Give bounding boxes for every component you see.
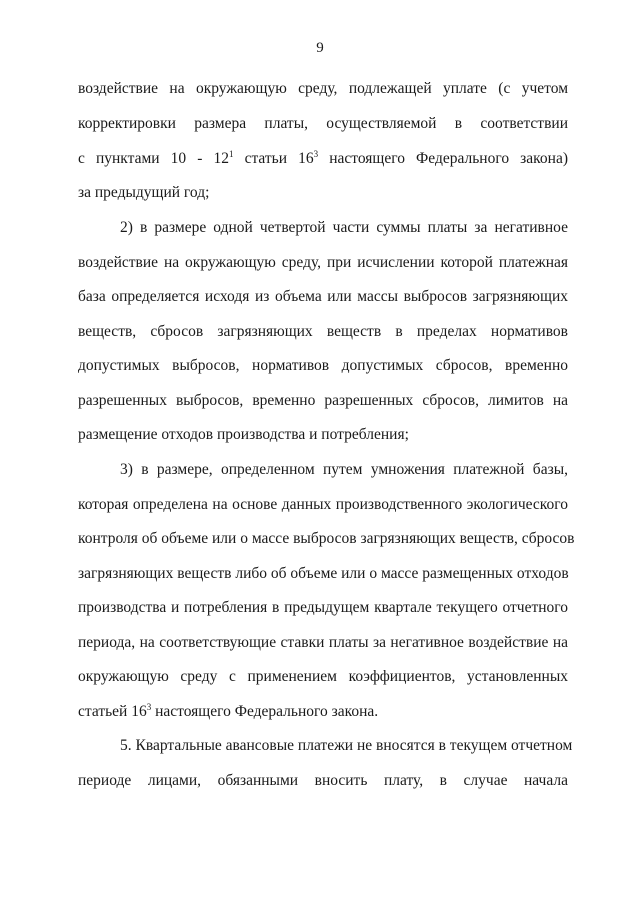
text-line: веществ, сбросов загрязняющих веществ в пределах нормативов: [78, 323, 568, 340]
text-line: производства и потребления в предыдущем квартале текущего отчетного: [78, 599, 568, 616]
text-fragment: настоящего Федерального закона.: [151, 703, 379, 720]
text-line: база определяется исходя из объема или массы выбросов загрязняющих: [78, 288, 568, 305]
text-line: разрешенных выбросов, временно разрешенных сбросов, лимитов на: [78, 392, 568, 409]
text-line: воздействие на окружающую среду, при исчислении которой платежная: [78, 254, 568, 271]
page-number: 9: [316, 40, 324, 56]
paragraph-first-line: 5. Квартальные авансовые платежи не вносятся в текущем отчетном: [120, 737, 573, 754]
text-line: воздействие на окружающую среду, подлежащей уплате (с учетом: [78, 80, 568, 97]
text-line: периода, на соответствующие ставки платы за негативное воздействие на: [78, 634, 568, 651]
text-fragment: статьей 16: [78, 703, 147, 720]
text-line: периоде лицами, обязанными вносить плату, в случае начала: [78, 772, 568, 789]
superscript: 3: [313, 149, 319, 159]
text-line: размещение отходов производства и потребления;: [78, 426, 409, 443]
superscript: 3: [146, 702, 152, 712]
text-line: корректировки размера платы, осуществляемой в соответствии: [78, 115, 568, 132]
text-line: которая определена на основе данных производственного экологического: [78, 496, 568, 513]
superscript: 1: [229, 149, 234, 159]
text-line: [78, 702, 568, 722]
text-fragment: настоящего Федерального закона): [318, 150, 568, 167]
text-line: окружающую среду с применением коэффициентов, установленных: [78, 668, 568, 685]
text-fragment: статьи 16: [233, 150, 314, 167]
text-line: контроля об объеме или о массе выбросов загрязняющих веществ, сбросов: [78, 530, 575, 547]
text-line: за предыдущий год;: [78, 184, 210, 201]
paragraph-first-line: 3) в размере, определенном путем умножения платежной базы,: [120, 461, 568, 478]
text-line: [78, 149, 568, 169]
text-fragment: с пунктами 10 - 12: [78, 150, 229, 167]
text-line: допустимых выбросов, нормативов допустимых сбросов, временно: [78, 357, 568, 374]
paragraph-first-line: 2) в размере одной четвертой части суммы платы за негативное: [120, 219, 568, 236]
text-line: загрязняющих веществ либо об объеме или о массе размещенных отходов: [78, 565, 569, 582]
